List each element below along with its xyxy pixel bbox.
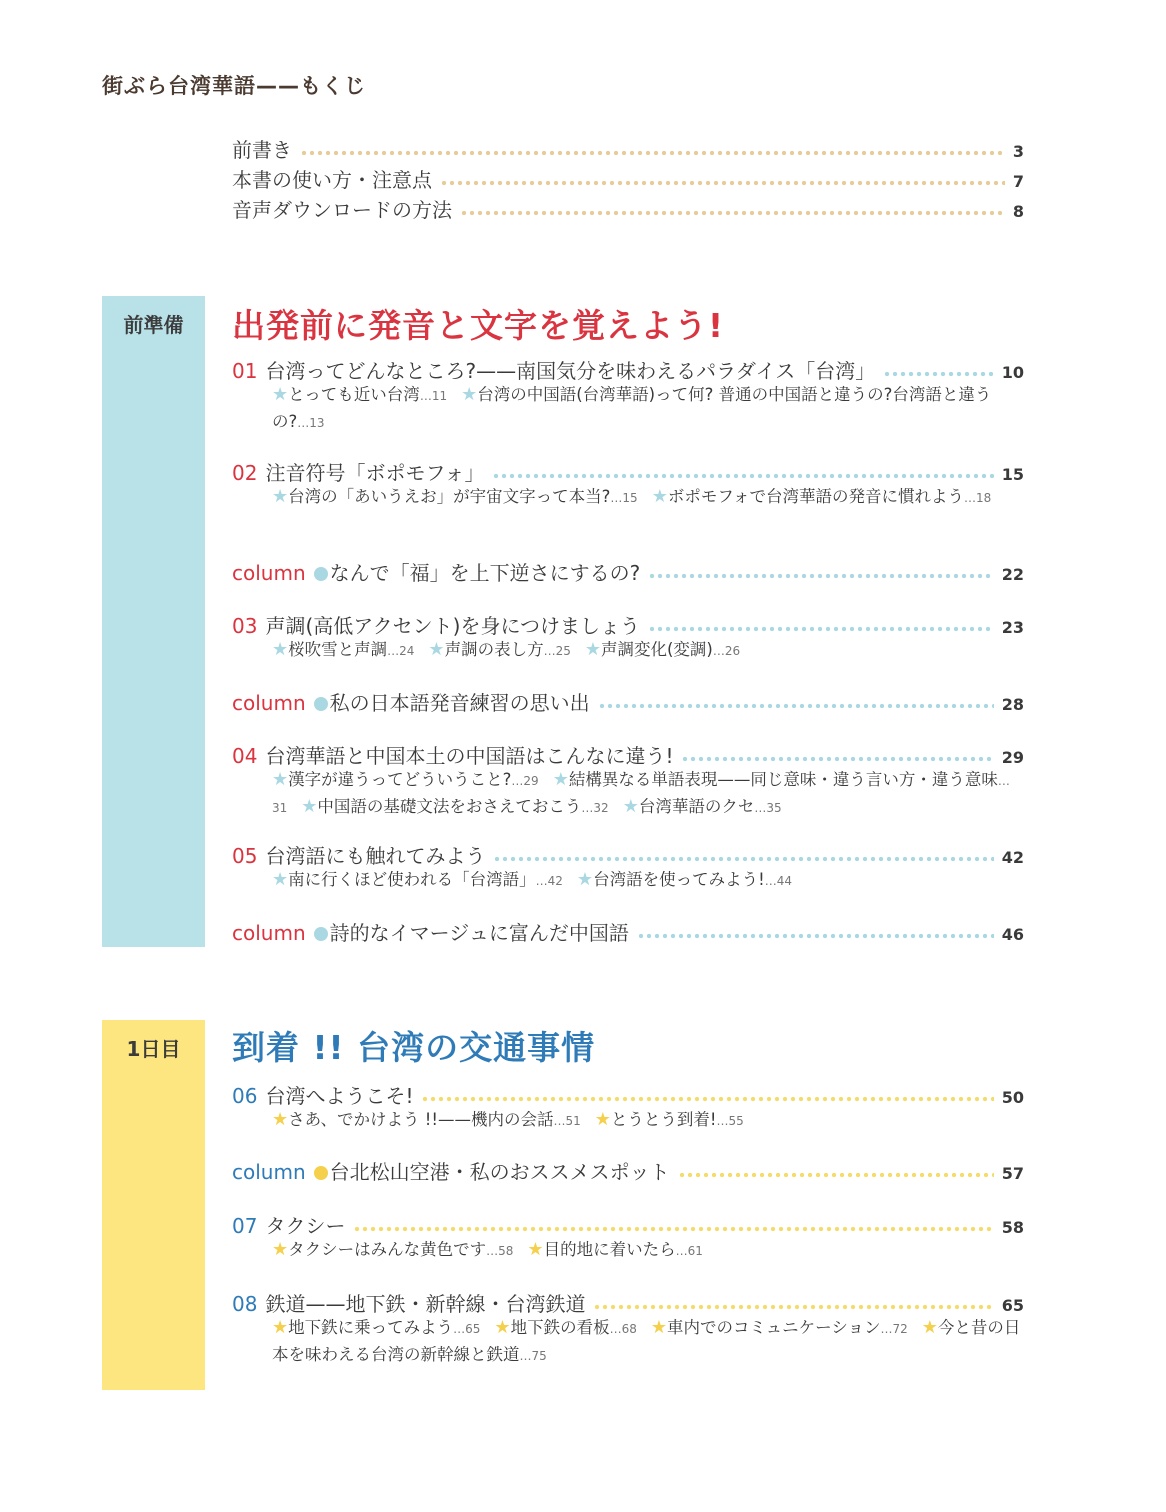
toc-entry[interactable] — [232, 194, 1024, 223]
subtopic-page: …65 — [453, 1322, 481, 1336]
subtopic-title: 台湾語を使ってみよう! — [593, 870, 765, 889]
subtopic-page: …29 — [511, 774, 539, 788]
subtopic-title: 目的地に着いたら — [543, 1240, 676, 1259]
toc-entry[interactable] — [232, 1156, 1024, 1185]
subtopic-title: とうとう到着! — [610, 1110, 717, 1129]
subtopic-title: 中国語の基礎文法をおさえておこう — [317, 797, 582, 816]
page-number: 65 — [1001, 1296, 1024, 1315]
subtopic-title: ボポモフォで台湾華語の発音に慣れよう — [667, 487, 965, 506]
page-number: 57 — [1001, 1164, 1024, 1183]
page-number: 7 — [1012, 172, 1024, 191]
star-icon: ★ — [272, 1239, 289, 1260]
toc-entry[interactable] — [232, 355, 1024, 384]
toc-entry[interactable] — [232, 740, 1024, 769]
page-number: 23 — [1001, 618, 1024, 637]
star-icon: ★ — [584, 639, 601, 660]
star-icon: ★ — [921, 1317, 938, 1338]
subtopics — [272, 484, 1028, 511]
entry-number: column — [232, 561, 306, 585]
page-number: 15 — [1001, 465, 1024, 484]
page-header: 街ぶら台湾華語——もくじ — [102, 74, 366, 98]
dot-leader — [421, 1096, 993, 1102]
star-icon: ★ — [428, 639, 445, 660]
subtopic-page: …24 — [387, 644, 415, 658]
subtopic-page: …26 — [712, 644, 741, 658]
page-number: 28 — [1001, 695, 1024, 714]
toc-entry[interactable] — [232, 687, 1024, 716]
toc-entry[interactable] — [232, 1210, 1024, 1239]
subtopic-page: …42 — [535, 874, 563, 888]
dot-leader — [648, 573, 993, 579]
subtopic-page: …18 — [964, 491, 992, 505]
column-dot-icon — [314, 697, 328, 711]
chapter-title: 到着 !! 台湾の交通事情 — [232, 1028, 596, 1067]
page-number: 10 — [1001, 363, 1024, 382]
subtopic-title: 地下鉄に乗ってみよう — [288, 1318, 454, 1337]
dot-leader — [637, 933, 994, 939]
subtopic-page: …13 — [297, 416, 325, 430]
subtopic-title: 台湾の「あいうえお」が宇宙文字って本当? — [288, 487, 611, 506]
subtopic-page: …11 — [419, 389, 448, 403]
star-icon: ★ — [651, 486, 668, 507]
subtopic-page: …31 — [272, 774, 1010, 815]
star-icon: ★ — [272, 769, 289, 790]
subtopic-title: 声調の表し方 — [444, 640, 544, 659]
subtopics — [272, 1107, 1028, 1134]
subtopic-title: 今と昔の日本を味わえる台湾の新幹線と鉄道 — [272, 1318, 1021, 1364]
star-icon: ★ — [622, 796, 639, 817]
entry-title: 私の日本語発音練習の思い出 — [329, 691, 590, 715]
entry-number: 03 — [232, 614, 258, 638]
subtopic-page: …55 — [716, 1114, 744, 1128]
section-label: 前準備 — [123, 313, 184, 337]
entry-number: 02 — [232, 461, 258, 485]
dot-leader — [492, 473, 993, 479]
subtopic-title: 漢字が違うってどういうこと? — [288, 770, 512, 789]
subtopics — [272, 1315, 1028, 1369]
dot-leader — [440, 180, 1005, 186]
entry-number: column — [232, 921, 306, 945]
entry-number: 06 — [232, 1084, 258, 1108]
toc-entry[interactable] — [232, 840, 1024, 869]
subtopic-title: とっても近い台湾 — [288, 385, 420, 404]
dot-leader — [648, 626, 994, 632]
column-dot-icon — [314, 927, 328, 941]
subtopic-page: …61 — [675, 1244, 703, 1258]
subtopic-page: …32 — [581, 801, 609, 815]
toc-entry[interactable] — [232, 557, 1024, 586]
page-number: 29 — [1001, 748, 1024, 767]
chapter-title: 出発前に発音と文字を覚えよう! — [232, 306, 725, 345]
subtopic-title: 声調変化(変調) — [600, 640, 713, 659]
toc-entry[interactable] — [232, 917, 1024, 946]
entry-number: 01 — [232, 359, 258, 383]
subtopics — [272, 767, 1028, 821]
page-number: 46 — [1001, 925, 1024, 944]
star-icon: ★ — [594, 1109, 611, 1130]
star-icon: ★ — [576, 869, 594, 890]
page-number: 3 — [1012, 142, 1024, 161]
star-icon: ★ — [552, 769, 569, 790]
subtopic-page: …68 — [609, 1322, 637, 1336]
page-number: 8 — [1012, 202, 1024, 221]
entry-title: 詩的なイマージュに富んだ中国語 — [329, 921, 629, 945]
dot-leader — [353, 1226, 993, 1232]
star-icon: ★ — [461, 384, 478, 405]
star-icon: ★ — [272, 486, 289, 507]
entry-title: 本書の使い方・注意点 — [232, 168, 432, 192]
subtopic-title: タクシーはみんな黄色です — [288, 1240, 487, 1259]
star-icon: ★ — [272, 1317, 289, 1338]
subtopic-title: 台湾の中国語(台湾華語)って何? 普通の中国語と違うの?台湾語と違うの? — [272, 385, 992, 431]
entry-title: 台湾語にも触れてみよう — [265, 844, 486, 868]
subtopic-title: 地下鉄の看板 — [510, 1318, 610, 1337]
entry-number: 05 — [232, 844, 258, 868]
dot-leader — [300, 150, 1005, 156]
entry-title: 台湾華語と中国本土の中国語はこんなに違う! — [265, 744, 674, 768]
subtopic-title: 結構異なる単語表現——同じ意味・違う言い方・違う意味 — [568, 770, 998, 789]
star-icon: ★ — [494, 1317, 511, 1338]
dot-leader — [681, 756, 993, 762]
subtopic-title: 南に行くほど使われる「台湾語」 — [288, 870, 536, 889]
page-number: 58 — [1001, 1218, 1024, 1237]
subtopics — [272, 382, 1028, 436]
entry-title: 声調(高低アクセント)を身につけましょう — [265, 614, 641, 638]
subtopic-title: さあ、でかけよう !!——機内の会話 — [288, 1110, 554, 1129]
star-icon: ★ — [272, 869, 289, 890]
entry-number: column — [232, 1160, 306, 1184]
subtopics — [272, 1237, 1028, 1264]
page-number: 50 — [1001, 1088, 1024, 1107]
dot-leader — [883, 371, 993, 377]
subtopics — [272, 867, 1028, 894]
subtopic-page: …58 — [486, 1244, 514, 1258]
entry-title: タクシー — [265, 1214, 346, 1238]
dot-leader — [460, 210, 1005, 216]
entry-title: 注音符号「ボポモフォ」 — [265, 461, 485, 485]
entry-title: なんで「福」を上下逆さにするの? — [329, 561, 641, 585]
entry-title: 台湾へようこそ! — [265, 1084, 414, 1108]
entry-number: 08 — [232, 1292, 258, 1316]
subtopics — [272, 637, 1028, 664]
entry-title: 音声ダウンロードの方法 — [232, 198, 452, 222]
toc-entry[interactable] — [232, 134, 1024, 163]
entry-title: 鉄道——地下鉄・新幹線・台湾鉄道 — [265, 1292, 586, 1316]
entry-title: 台湾ってどんなところ?——南国気分を味わえるパラダイス「台湾」 — [265, 359, 876, 383]
subtopic-page: …75 — [519, 1349, 547, 1363]
toc-entry[interactable] — [232, 164, 1024, 193]
star-icon: ★ — [650, 1317, 667, 1338]
subtopic-page: …51 — [553, 1114, 581, 1128]
subtopic-title: 台湾華語のクセ — [638, 797, 755, 816]
entry-number: 04 — [232, 744, 258, 768]
subtopic-title: 車内でのコミュニケーション — [666, 1318, 881, 1337]
section-band-prep — [102, 296, 205, 947]
column-dot-icon — [314, 1166, 328, 1180]
star-icon: ★ — [272, 1109, 289, 1130]
toc-entry[interactable] — [232, 457, 1024, 486]
star-icon: ★ — [527, 1239, 544, 1260]
subtopic-page: …25 — [543, 644, 571, 658]
star-icon: ★ — [272, 384, 289, 405]
dot-leader — [493, 856, 993, 862]
subtopic-page: …35 — [754, 801, 782, 815]
subtopic-page: …15 — [610, 491, 638, 505]
page-number: 42 — [1001, 848, 1024, 867]
column-dot-icon — [314, 567, 328, 581]
subtopic-title: 桜吹雪と声調 — [288, 640, 388, 659]
toc-entry[interactable] — [232, 610, 1024, 639]
star-icon: ★ — [272, 639, 289, 660]
star-icon: ★ — [301, 796, 318, 817]
entry-title: 前書き — [232, 138, 292, 162]
toc-entry[interactable] — [232, 1080, 1024, 1109]
entry-number: 07 — [232, 1214, 258, 1238]
toc-entry[interactable] — [232, 1288, 1024, 1317]
section-band-day1 — [102, 1020, 205, 1390]
section-label: 1日目 — [126, 1037, 181, 1061]
page-number: 22 — [1001, 565, 1024, 584]
dot-leader — [598, 703, 994, 709]
entry-number: column — [232, 691, 306, 715]
entry-title: 台北松山空港・私のおススメスポット — [329, 1160, 670, 1184]
subtopic-page: …72 — [880, 1322, 908, 1336]
dot-leader — [678, 1172, 994, 1178]
dot-leader — [593, 1304, 993, 1310]
subtopic-page: …44 — [764, 874, 792, 888]
